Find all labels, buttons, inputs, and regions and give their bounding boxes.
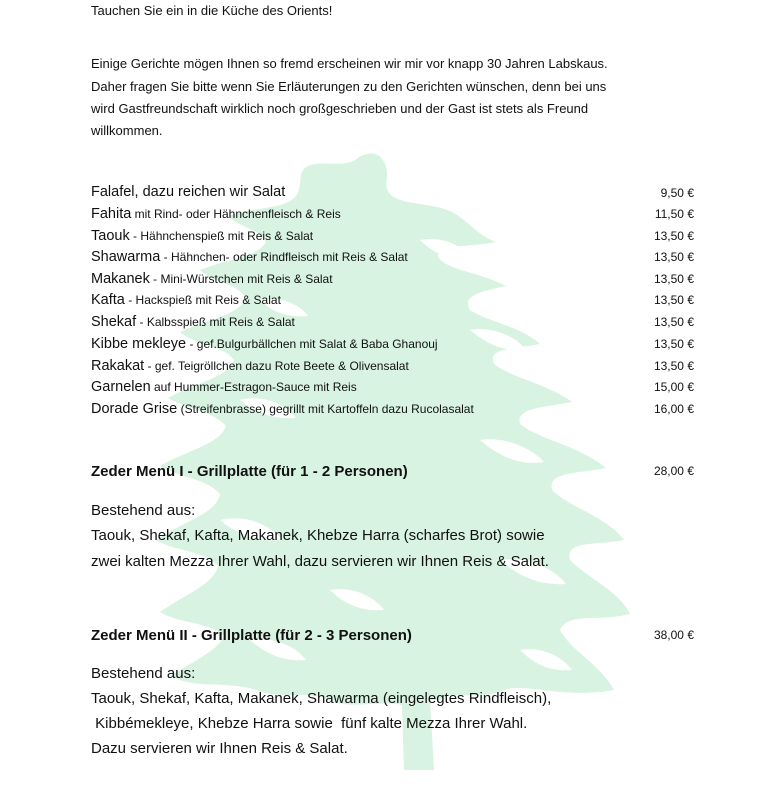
dish-name: Falafel xyxy=(91,184,135,200)
dish-desc: - gef. Teigröllchen dazu Rote Beete & Olivensalat xyxy=(144,359,409,373)
menu2-line: Bestehend aus: xyxy=(91,665,196,682)
dish-price: 16,00 € xyxy=(653,402,694,416)
dish-item xyxy=(91,249,408,265)
menu1-title: Zeder Menü I - Grillplatte (für 1 - 2 Personen) xyxy=(91,463,408,480)
dish-item xyxy=(91,184,285,200)
dish-name: Shekaf xyxy=(91,314,137,330)
dish-desc: - Kalbsspieß mit Reis & Salat xyxy=(136,315,295,329)
menu1-line: Bestehend aus: xyxy=(91,502,196,519)
dish-item xyxy=(91,314,295,330)
dish-name: Taouk xyxy=(91,228,130,244)
menu1-line: Taouk, Shekaf, Kafta, Makanek, Khebze Harra (scharfes Brot) sowie xyxy=(91,527,545,544)
dish-item xyxy=(91,358,409,374)
dish-desc: - Hähnchenspieß mit Reis & Salat xyxy=(129,229,314,243)
dish-desc: - Hähnchen- oder Rindfleisch mit Reis & Salat xyxy=(160,250,408,264)
dish-name: Fahita xyxy=(91,206,132,222)
dish-price: 13,50 € xyxy=(653,315,694,329)
menu2-line: Dazu servieren wir Ihnen Reis & Salat. xyxy=(91,740,348,757)
dish-name: Makanek xyxy=(91,271,150,287)
dish-desc: (Streifenbrasse) gegrillt mit Kartoffeln dazu Rucolasalat xyxy=(177,402,474,416)
dish-price: 13,50 € xyxy=(653,272,694,286)
menu1-line: zwei kalten Mezza Ihrer Wahl, dazu servieren wir Ihnen Reis & Salat. xyxy=(91,553,549,570)
dish-item xyxy=(91,401,474,417)
dish-desc: mit Rind- oder Hähnchenfleisch & Reis xyxy=(131,207,341,221)
dish-desc: - Hackspieß mit Reis & Salat xyxy=(124,293,281,307)
dish-item xyxy=(91,292,281,308)
intro-line: Daher fragen Sie bitte wenn Sie Erläuterungen zu den Gerichten wünschen, denn bei uns xyxy=(91,79,607,94)
dish-item xyxy=(91,271,333,287)
menu2-price: 38,00 € xyxy=(653,628,694,642)
dish-price: 11,50 € xyxy=(654,207,694,221)
intro-line: wird Gastfreundschaft wirklich noch großgeschrieben und der Gast ist stets als Freund xyxy=(91,101,589,116)
dish-desc: - gef.Bulgurbällchen mit Salat & Baba Ghanouj xyxy=(186,337,438,351)
menu2-line: Taouk, Shekaf, Kafta, Makanek, Shawarma (eingelegtes Rindfleisch), xyxy=(91,690,552,707)
dish-desc: - Mini-Würstchen mit Reis & Salat xyxy=(149,272,333,286)
menu1-price: 28,00 € xyxy=(653,464,694,478)
dish-price: 13,50 € xyxy=(653,337,694,351)
dish-price: 9,50 € xyxy=(660,186,694,200)
dish-name: Kafta xyxy=(91,292,125,308)
dish-desc: , dazu reichen wir Salat xyxy=(134,184,286,200)
dish-item xyxy=(91,336,438,352)
dish-name: Dorade Grise xyxy=(91,401,178,417)
dish-price: 13,50 € xyxy=(653,293,694,307)
dish-name: Kibbe mekleye xyxy=(91,336,187,352)
dish-item xyxy=(91,379,357,395)
dish-price: 13,50 € xyxy=(653,229,694,243)
dish-item xyxy=(91,228,313,244)
dish-item xyxy=(91,206,341,222)
menu2-line: Kibbémekleye, Khebze Harra sowie fünf kalte Mezza Ihrer Wahl. xyxy=(91,715,528,732)
intro-heading: Tauchen Sie ein in die Küche des Orients! xyxy=(91,3,333,18)
intro-line: Einige Gerichte mögen Ihnen so fremd erscheinen wir mir vor knapp 30 Jahren Labskaus. xyxy=(91,56,608,71)
dish-price: 13,50 € xyxy=(653,250,694,264)
dish-name: Shawarma xyxy=(91,249,161,265)
dish-desc: auf Hummer-Estragon-Sauce mit Reis xyxy=(150,380,357,394)
dish-price: 13,50 € xyxy=(653,359,694,373)
menu2-title: Zeder Menü II - Grillplatte (für 2 - 3 Personen) xyxy=(91,627,412,644)
dish-name: Rakakat xyxy=(91,358,145,374)
dish-name: Garnelen xyxy=(91,379,151,395)
dish-price: 15,00 € xyxy=(653,380,694,394)
intro-line: willkommen. xyxy=(91,123,163,138)
